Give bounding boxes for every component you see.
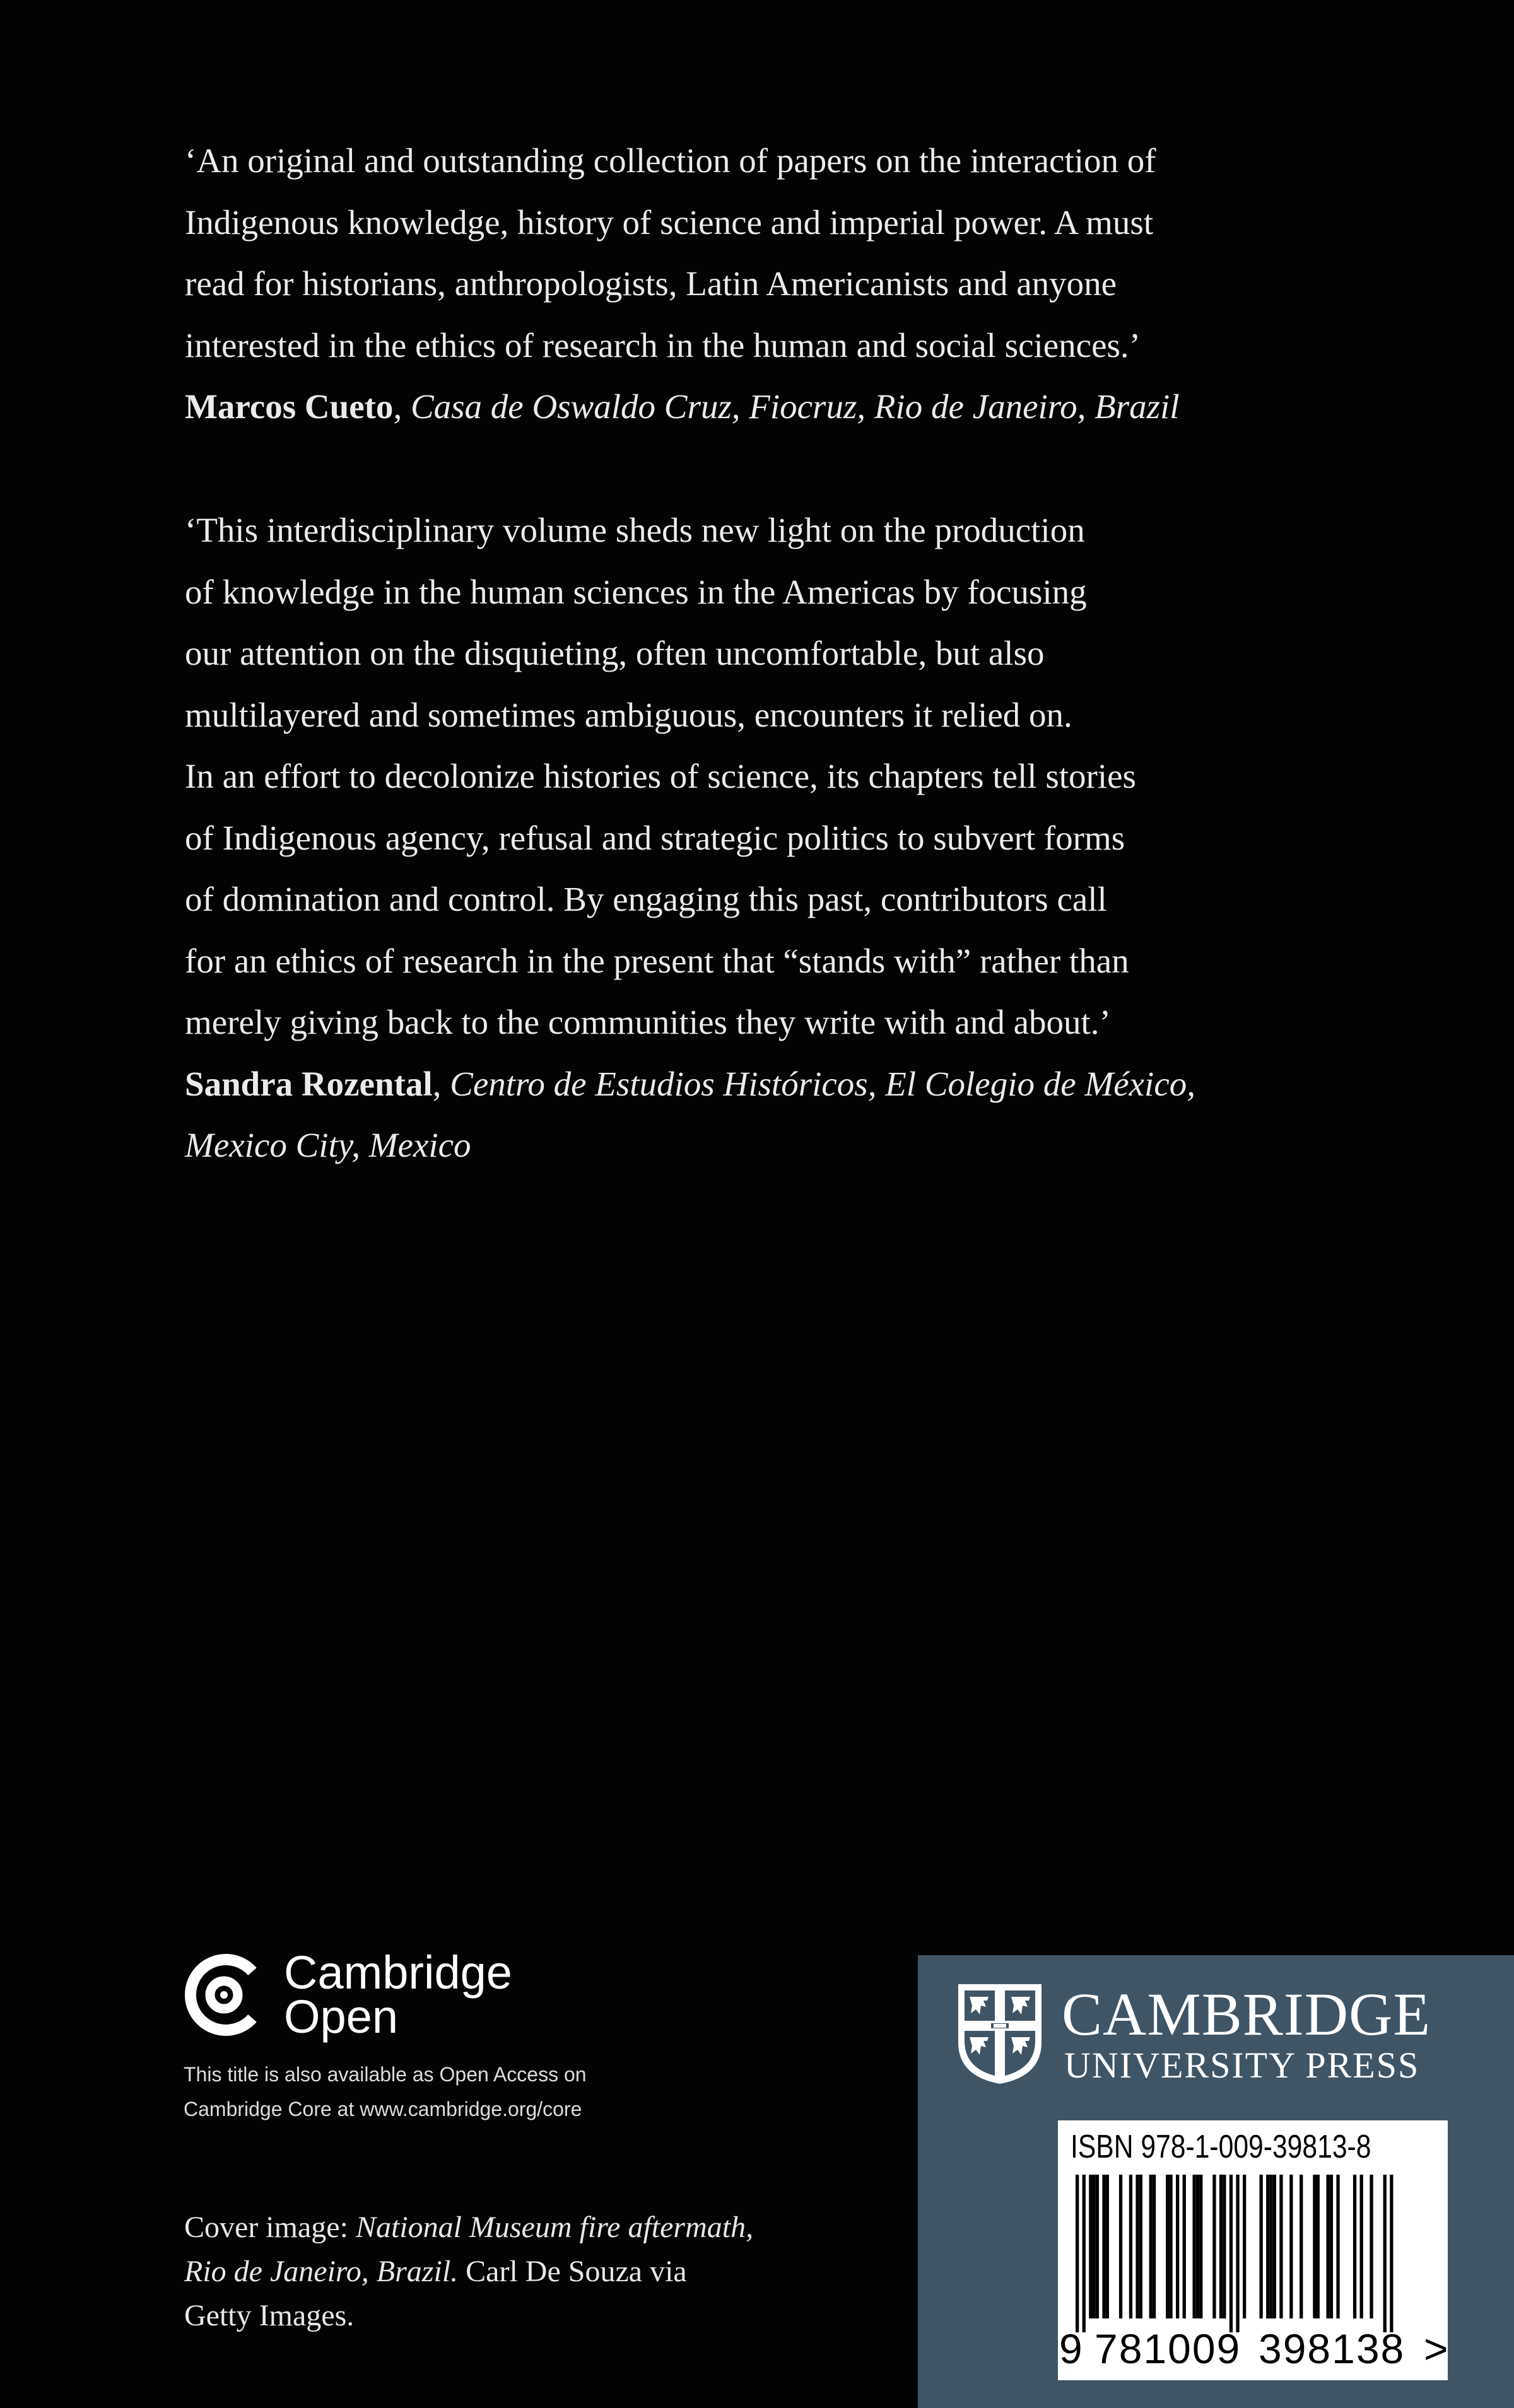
quote-line: In an effort to decolonize histories of science, its chapters tell stories bbox=[185, 757, 1136, 795]
barcode-bar bbox=[1119, 2175, 1122, 2318]
barcode-bar bbox=[1336, 2175, 1339, 2318]
quote-attribution bbox=[185, 1053, 1383, 1115]
barcode-bar bbox=[1212, 2175, 1216, 2318]
credit-line: Getty Images. bbox=[184, 2299, 355, 2332]
barcode-bar bbox=[1093, 2175, 1096, 2318]
quote-line: our attention on the disquieting, often uncomfortable, but also bbox=[185, 634, 1045, 672]
barcode-bar bbox=[1166, 2175, 1169, 2318]
barcode-bar bbox=[1273, 2175, 1276, 2318]
barcode-bar bbox=[1330, 2175, 1333, 2318]
barcode-digits bbox=[1058, 2323, 1448, 2374]
isbn-text: ISBN 978-1-009-39813-8 bbox=[1071, 2129, 1371, 2165]
barcode-digits-right: 398138 bbox=[1259, 2325, 1405, 2372]
barcode-bar bbox=[1390, 2175, 1393, 2332]
barcode-bar bbox=[1129, 2175, 1132, 2318]
barcode-bar bbox=[1149, 2175, 1153, 2318]
barcode-bar bbox=[1076, 2175, 1079, 2332]
barcode-bar bbox=[1199, 2175, 1202, 2318]
quote-line: multilayered and sometimes ambiguous, encounters it relied on. bbox=[185, 695, 1072, 734]
barcode-bar bbox=[1260, 2175, 1263, 2318]
quote-line: merely giving back to the communities they write with and about.’ bbox=[185, 1003, 1111, 1041]
barcode-bar bbox=[1102, 2175, 1105, 2318]
barcode-bar bbox=[1139, 2175, 1142, 2318]
barcode-bar bbox=[1096, 2175, 1099, 2318]
barcode-digits-left: 781009 bbox=[1094, 2325, 1241, 2372]
reviewer-affiliation: Centro de Estudios Históricos, El Colegio de México, bbox=[450, 1064, 1195, 1103]
barcode-bar bbox=[1313, 2175, 1316, 2318]
barcode-bar bbox=[1136, 2175, 1139, 2318]
barcode-bar bbox=[1360, 2175, 1363, 2318]
barcode-bar bbox=[1229, 2175, 1233, 2332]
barcode-bar bbox=[1169, 2175, 1172, 2318]
quote-attribution bbox=[185, 376, 1383, 438]
barcode-bar bbox=[1193, 2175, 1196, 2318]
reviewer-name: Marcos Cueto bbox=[185, 387, 394, 426]
barcode-bar bbox=[1183, 2175, 1186, 2318]
barcode-bar bbox=[1236, 2175, 1239, 2332]
barcode-bars bbox=[1076, 2175, 1429, 2332]
credit-line: Cover image: National Museum fire aftermath, bbox=[184, 2211, 754, 2244]
attribution-separator: , bbox=[432, 1064, 450, 1103]
barcode-bar bbox=[1243, 2175, 1246, 2318]
quote-line: read for historians, anthropologists, Latin Americanists and anyone bbox=[185, 264, 1117, 303]
barcode-digit-first: 9 bbox=[1059, 2325, 1083, 2372]
barcode-bar bbox=[1266, 2175, 1269, 2318]
credit-title: Rio de Janeiro, Brazil. bbox=[184, 2255, 459, 2288]
barcode-bar bbox=[1196, 2175, 1199, 2318]
barcode-bar bbox=[1176, 2175, 1179, 2318]
barcode-bar bbox=[1289, 2175, 1293, 2318]
cover-image-credit bbox=[184, 2206, 753, 2338]
isbn-barcode bbox=[1058, 2120, 1448, 2380]
barcode-bar bbox=[1219, 2175, 1223, 2318]
publisher-name-line1: CAMBRIDGE bbox=[1062, 1980, 1431, 2048]
publisher-panel bbox=[918, 1955, 1514, 2408]
cambridge-open-logo-icon bbox=[183, 1954, 265, 2036]
barcode-bar bbox=[1353, 2175, 1356, 2318]
attribution-separator: , bbox=[393, 387, 411, 426]
barcode-bar bbox=[1383, 2175, 1387, 2332]
quote-line: of Indigenous agency, refusal and strategic politics to subvert forms bbox=[185, 818, 1125, 857]
review-quote-1 bbox=[185, 130, 1383, 438]
barcode-bar bbox=[1370, 2175, 1373, 2318]
barcode-bar bbox=[1089, 2175, 1092, 2318]
barcode-bar bbox=[1106, 2175, 1109, 2318]
university-crest-icon bbox=[956, 1982, 1044, 2086]
quote-line: Indigenous knowledge, history of science and imperial power. A must bbox=[185, 202, 1154, 242]
barcode-bar bbox=[1153, 2175, 1156, 2318]
barcode-bar bbox=[1223, 2175, 1226, 2318]
barcode-bar bbox=[1327, 2175, 1330, 2318]
quote-line: of knowledge in the human sciences in the Americas by focusing bbox=[185, 572, 1087, 611]
publisher-name-line2: UNIVERSITY PRESS bbox=[1064, 2045, 1420, 2086]
open-access-note bbox=[184, 2057, 587, 2127]
cambridge-open-logo bbox=[183, 1946, 536, 2045]
quote-line: interested in the ethics of research in the human and social sciences.’ bbox=[185, 325, 1141, 365]
reviewer-affiliation: Casa de Oswaldo Cruz, Fiocruz, Rio de Janeiro, Brazil bbox=[410, 387, 1180, 426]
barcode-quiet-zone-mark: > bbox=[1424, 2325, 1448, 2372]
barcode-bar bbox=[1279, 2175, 1282, 2318]
barcode-bar bbox=[1083, 2175, 1086, 2332]
quote-line: of domination and control. By engaging this past, contributors call bbox=[185, 880, 1107, 918]
quote-line: for an ethics of research in the present that “stands with” rather than bbox=[185, 941, 1129, 980]
credit-title: National Museum fire aftermath, bbox=[355, 2211, 754, 2244]
review-quote-2 bbox=[185, 500, 1383, 1176]
open-note-line: Cambridge Core at www.cambridge.org/core bbox=[184, 2098, 582, 2120]
open-title-line2: Open bbox=[284, 1990, 399, 2043]
publisher-name bbox=[1062, 1980, 1431, 2086]
barcode-bar bbox=[1317, 2175, 1320, 2318]
quote-line: ‘This interdisciplinary volume sheds new light on the production bbox=[185, 511, 1085, 549]
reviewer-affiliation-cont: Mexico City, Mexico bbox=[185, 1126, 471, 1164]
credit-line: Rio de Janeiro, Brazil. Carl De Souza via bbox=[184, 2255, 687, 2288]
reviewer-name: Sandra Rozental bbox=[185, 1064, 433, 1103]
barcode-bar bbox=[1300, 2175, 1303, 2318]
open-note-line: This title is also available as Open Access on bbox=[184, 2063, 587, 2086]
cambridge-open-title bbox=[284, 1946, 512, 2043]
quote-line: ‘An original and outstanding collection of papers on the interaction of bbox=[185, 141, 1156, 180]
open-title-line1: Cambridge bbox=[284, 1946, 512, 1999]
barcode-bar bbox=[1269, 2175, 1272, 2318]
